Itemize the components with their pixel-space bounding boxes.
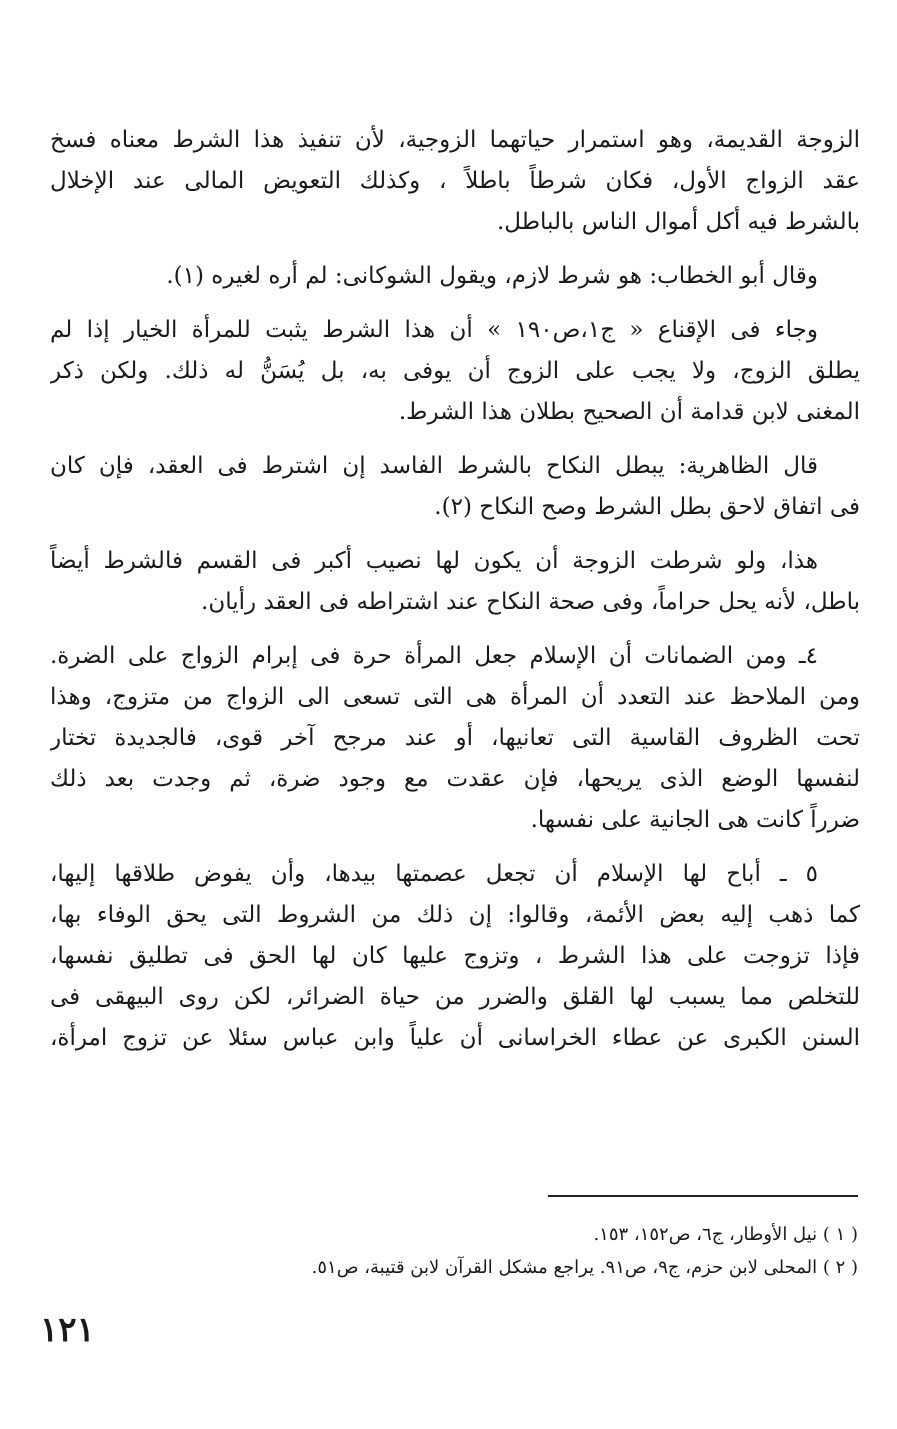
text-line: السنن الكبرى عن عطاء الخراسانى أن علياً وابن عباس سئلا عن تزوج امرأة،	[50, 1025, 860, 1051]
paragraph-7	[50, 854, 860, 1059]
text-line: هذا، ولو شرطت الزوجة أن يكون لها نصيب أكبر فى القسم فالشرط أيضاً	[50, 548, 818, 574]
paragraph-1	[50, 120, 860, 243]
page-number: ١٢١	[40, 1310, 95, 1350]
text-line: ٥ ـ أباح لها الإسلام أن تجعل عصمتها بيدها، وأن يفوض طلاقها إليها،	[50, 861, 818, 887]
text-line: الزوجة القديمة، وهو استمرار حياتهما الزوجية، لأن تنفيذ هذا الشرط معناه فسخ	[50, 127, 860, 153]
text-line: ومن الملاحظ عند التعدد أن المرأة هى التى تسعى الى الزواج من متزوج، وهذا	[50, 684, 860, 710]
text-line: فإذا تزوجت على هذا الشرط ، وتزوج عليها كان لها الحق فى تطليق نفسها،	[50, 943, 860, 969]
paragraph-6	[50, 636, 860, 841]
paragraph-5	[50, 541, 860, 623]
text-line: باطل، لأنه يحل حراماً، وفى صحة النكاح عند اشتراطه فى العقد رأيان.	[201, 589, 860, 615]
body-text	[50, 120, 860, 1072]
footnote-2: ( ٢ ) المحلى لابن حزم، ج٩، ص٩١. يراجع مشكل القرآن لابن قتيبة، ص٥١.	[311, 1257, 858, 1278]
paragraph-2	[50, 256, 860, 297]
text-line: فى اتفاق لاحق بطل الشرط وصح النكاح (٢).	[434, 494, 860, 520]
text-line: قال الظاهرية: يبطل النكاح بالشرط الفاسد إن اشترط فى العقد، فإن كان	[50, 453, 818, 479]
text-line: عقد الزواج الأول، فكان شرطاً باطلاً ، وكذلك التعويض المالى عند الإخلال	[50, 168, 860, 194]
text-line: تحت الظروف القاسية التى تعانيها، أو عند مرجح آخر قوى، فالجديدة تختار	[50, 725, 860, 751]
text-line: وقال أبو الخطاب: هو شرط لازم، ويقول الشوكانى: لم أره لغيره (١).	[166, 263, 818, 289]
text-line: لنفسها الوضع الذى يريحها، فإن عقدت مع وجود ضرة، ثم وجدت بعد ذلك	[50, 766, 860, 792]
footnotes	[150, 1218, 858, 1284]
footnote-divider	[548, 1195, 858, 1197]
text-line: بالشرط فيه أكل أموال الناس بالباطل.	[497, 209, 860, 235]
text-line: ٤ـ ومن الضمانات أن الإسلام جعل المرأة حرة فى إبرام الزواج على الضرة.	[50, 643, 818, 669]
footnote-1: ( ١ ) نيل الأوطار، ج٦، ص١٥٢، ١٥٣.	[593, 1224, 858, 1245]
text-line: وجاء فى الإقناع « ج١،ص١٩٠ » أن هذا الشرط يثبت للمرأة الخيار إذا لم	[50, 317, 818, 343]
text-line: يطلق الزوج، ولا يجب على الزوج أن يوفى به، بل يُسَنُّ له ذلك. ولكن ذكر	[50, 358, 860, 384]
text-line: كما ذهب إليه بعض الأئمة، وقالوا: إن ذلك من الشروط التى يحق الوفاء بها،	[50, 902, 860, 928]
paragraph-3	[50, 310, 860, 433]
paragraph-4	[50, 446, 860, 528]
text-line: المغنى لابن قدامة أن الصحيح بطلان هذا الشرط.	[398, 399, 860, 425]
text-line: للتخلص مما يسبب لها القلق والضرر من حياة الضرائر، لكن روى البيهقى فى	[50, 984, 860, 1010]
text-line: ضرراً كانت هى الجانية على نفسها.	[530, 807, 860, 833]
